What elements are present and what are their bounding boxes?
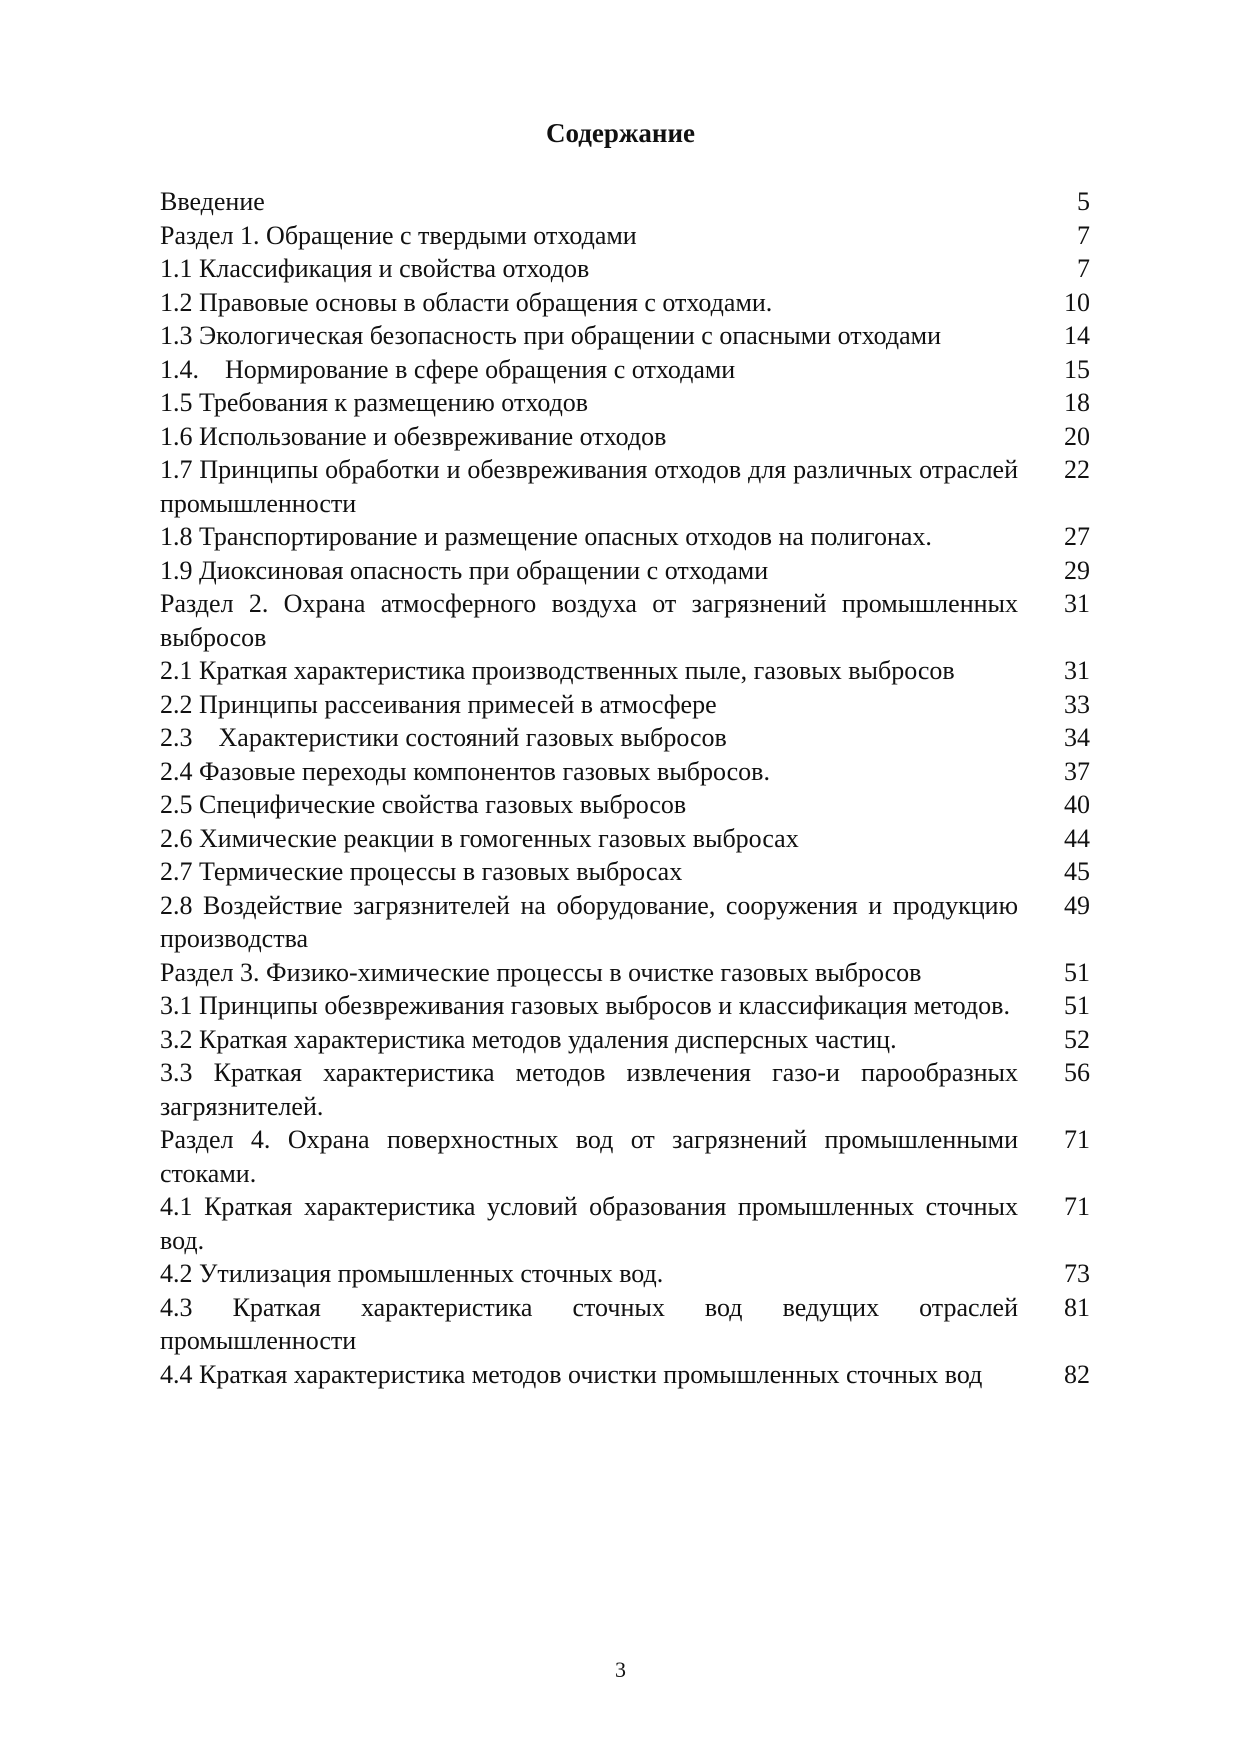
toc-entry-page: 71 (1064, 1125, 1090, 1154)
page-number: 3 (615, 1657, 626, 1682)
toc-entry (160, 286, 1100, 320)
toc-entry-text: 4.2 Утилизация промышленных сточных вод. (160, 1259, 664, 1288)
toc-entry (160, 1023, 1100, 1057)
toc-entry (160, 386, 1100, 420)
toc-entry-page: 15 (1064, 354, 1090, 384)
toc-entry-page: 10 (1064, 287, 1090, 317)
toc-entry-text: 3.1 Принципы обезвреживания газовых выбросов и классификация методов. (160, 991, 1010, 1020)
toc-entry (160, 319, 1100, 353)
toc-entry-text: 1.2 Правовые основы в области обращения с отходами. (160, 287, 773, 317)
toc-entry (160, 453, 1100, 520)
toc-entry (160, 755, 1100, 789)
toc-entry-page: 20 (1064, 421, 1090, 451)
toc-entry (160, 688, 1100, 722)
toc-entry-text: 3.2 Краткая характеристика методов удаления дисперсных частиц. (160, 1024, 897, 1054)
toc-entry-page: 49 (1064, 890, 1090, 920)
toc-entry (160, 1123, 1100, 1190)
toc-entry-page: 73 (1064, 1259, 1090, 1288)
toc-entry-page: 14 (1064, 321, 1090, 350)
toc-entry (160, 721, 1100, 755)
toc-entry-text: 2.7 Термические процессы в газовых выбросах (160, 857, 683, 886)
toc-entry-text: 2.5 Специфические свойства газовых выбросов (160, 790, 687, 819)
toc-entry-page: 29 (1064, 555, 1090, 585)
toc-entry (160, 1358, 1100, 1392)
toc-entry (160, 1056, 1100, 1123)
page-title: Содержание (545, 118, 696, 148)
toc-entry-page: 18 (1064, 388, 1090, 417)
toc-entry (160, 889, 1100, 956)
toc-entry (160, 956, 1100, 990)
toc-entry-text: 1.9 Диоксиновая опасность при обращении с отходами (160, 555, 769, 585)
toc-entry-page: 22 (1064, 455, 1090, 484)
toc-entry-text: 2.6 Химические реакции в гомогенных газовых выбросах (160, 823, 799, 853)
toc-entry-text: 1.7 Принципы обработки и обезвреживания отходов для различных отраслей промышленности (160, 455, 1018, 518)
toc-entry-page: 51 (1064, 957, 1090, 987)
toc-entry-text: 2.8 Воздействие загрязнителей на оборудование, сооружения и продукцию производства (160, 890, 1018, 953)
toc-entry (160, 788, 1100, 822)
toc-entry (160, 989, 1100, 1023)
toc-entry-page: 5 (1077, 187, 1090, 216)
toc-entry-page: 40 (1064, 790, 1090, 819)
toc-entry-text: 1.6 Использование и обезвреживание отходов (160, 421, 667, 451)
toc-entry-text: 2.1 Краткая характеристика производственных пыле, газовых выбросов (160, 656, 955, 685)
toc-entry (160, 353, 1100, 387)
toc-entry (160, 1190, 1100, 1257)
toc-entry-text: 2.4 Фазовые переходы компонентов газовых выбросов. (160, 756, 770, 786)
toc-entry (160, 185, 1100, 219)
toc-entry-text: 4.1 Краткая характеристика условий образования промышленных сточных вод. (160, 1192, 1018, 1255)
toc-entry-page: 44 (1064, 823, 1090, 853)
toc-entry-page: 51 (1064, 991, 1090, 1020)
toc-entry-page: 7 (1077, 220, 1090, 250)
toc-entry-text: Введение (160, 187, 265, 216)
toc-entry-page: 56 (1064, 1058, 1090, 1087)
toc-entry (160, 1291, 1100, 1358)
toc-entry (160, 654, 1100, 688)
toc-entry-text: 4.3 Краткая характеристика сточных вод ведущих отраслей промышленности (160, 1292, 1018, 1355)
toc-entry-page: 33 (1064, 689, 1090, 719)
toc-entry-text: 3.3 Краткая характеристика методов извлечения газо-и парообразных загрязнителей. (160, 1058, 1018, 1121)
toc-entry (160, 252, 1100, 286)
toc-entry-text: Раздел 3. Физико-химические процессы в очистке газовых выбросов (160, 957, 922, 987)
toc-entry-page: 31 (1064, 589, 1090, 618)
toc-entry (160, 420, 1100, 454)
toc-entry-page: 37 (1064, 756, 1090, 786)
toc-entry (160, 1257, 1100, 1291)
toc-entry-page: 27 (1064, 522, 1090, 551)
toc-entry-page: 52 (1064, 1024, 1090, 1054)
toc-entry (160, 822, 1100, 856)
toc-entry-page: 7 (1077, 254, 1090, 283)
toc-entry (160, 855, 1100, 889)
toc-entry-text: 1.3 Экологическая безопасность при обращении с опасными отходами (160, 321, 942, 350)
toc-entry-text: 1.5 Требования к размещению отходов (160, 388, 589, 417)
toc-entry-page: 45 (1064, 857, 1090, 886)
toc-entry-text: 1.8 Транспортирование и размещение опасных отходов на полигонах. (160, 522, 932, 551)
toc-entry (160, 520, 1100, 554)
toc-entry-text: Раздел 4. Охрана поверхностных вод от загрязнений промышленными стоками. (160, 1125, 1018, 1188)
toc-entry-text: 2.3 Характеристики состояний газовых выбросов (160, 723, 727, 752)
toc-entry-text: 2.2 Принципы рассеивания примесей в атмосфере (160, 689, 717, 719)
table-of-contents (160, 185, 1100, 1391)
toc-entry (160, 219, 1100, 253)
toc-entry-text: 4.4 Краткая характеристика методов очистки промышленных сточных вод (160, 1359, 983, 1389)
toc-entry-text: 1.1 Классификация и свойства отходов (160, 254, 590, 283)
toc-entry-page: 71 (1064, 1192, 1090, 1221)
toc-entry-text: Раздел 1. Обращение с твердыми отходами (160, 220, 637, 250)
toc-entry-text: 1.4. Нормирование в сфере обращения с отходами (160, 354, 736, 384)
toc-entry-text: Раздел 2. Охрана атмосферного воздуха от загрязнений промышленных выбросов (160, 589, 1018, 652)
toc-entry (160, 554, 1100, 588)
toc-entry (160, 587, 1100, 654)
toc-entry-page: 34 (1064, 723, 1090, 752)
toc-entry-page: 81 (1064, 1292, 1090, 1322)
toc-entry-page: 82 (1064, 1359, 1090, 1389)
toc-entry-page: 31 (1064, 656, 1090, 685)
